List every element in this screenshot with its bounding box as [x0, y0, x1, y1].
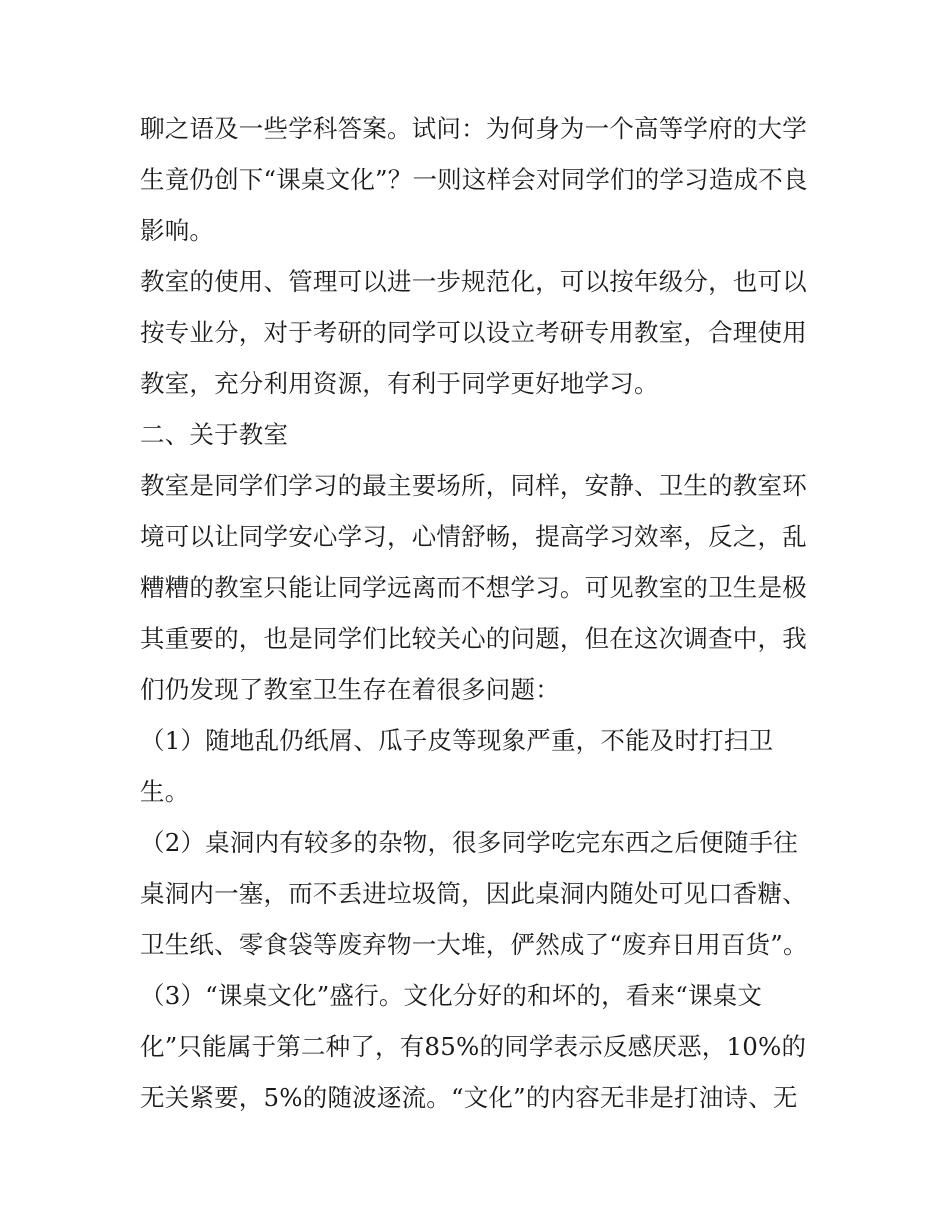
text-line: 生竟仍创下“课桌文化”？一则这样会对同学们的学习造成不良 — [140, 165, 808, 194]
text-line: 桌洞内一塞，而不丢进垃圾筒，因此桌洞内随处可见口香糖、 — [140, 879, 807, 908]
text-line: 教室，充分利用资源，有利于同学更好地学习。 — [140, 369, 659, 398]
text-line: 教室是同学们学习的最主要场所，同样，安静、卫生的教室环 — [140, 471, 807, 500]
list-item-1: （1）随地乱仍纸屑、瓜子皮等现象严重，不能及时打扫卫 — [140, 726, 774, 755]
section-heading: 二、关于教室 — [140, 420, 289, 449]
text-line: 境可以让同学安心学习，心情舒畅，提高学习效率，反之，乱 — [140, 522, 807, 551]
text-line: 生。 — [140, 777, 190, 806]
text-line: 卫生纸、零食袋等废弃物一大堆，俨然成了“废弃日用百货”。 — [140, 930, 808, 959]
text-line: 聊之语及一些学科答案。试问：为何身为一个高等学府的大学 — [140, 114, 807, 143]
text-line: 无关紧要，5%的随波逐流。“文化”的内容无非是打油诗、无 — [140, 1083, 798, 1112]
list-item-2: （2）桌洞内有较多的杂物，很多同学吃完东西之后便随手往 — [140, 828, 798, 857]
text-line: 们仍发现了教室卫生存在着很多问题： — [140, 675, 560, 704]
text-line: 影响。 — [140, 216, 215, 245]
text-line: 化”只能属于第二种了，有85%的同学表示反感厌恶，10%的 — [140, 1032, 807, 1061]
list-item-3: （3）“课桌文化”盛行。文化分好的和坏的，看来“课桌文 — [140, 981, 763, 1010]
text-line: 其重要的，也是同学们比较关心的问题，但在这次调查中，我 — [140, 624, 807, 653]
text-line: 教室的使用、管理可以进一步规范化，可以按年级分，也可以 — [140, 267, 807, 296]
text-line: 糟糟的教室只能让同学远离而不想学习。可见教室的卫生是极 — [140, 573, 807, 602]
text-line: 按专业分，对于考研的同学可以设立考研专用教室，合理使用 — [140, 318, 807, 347]
